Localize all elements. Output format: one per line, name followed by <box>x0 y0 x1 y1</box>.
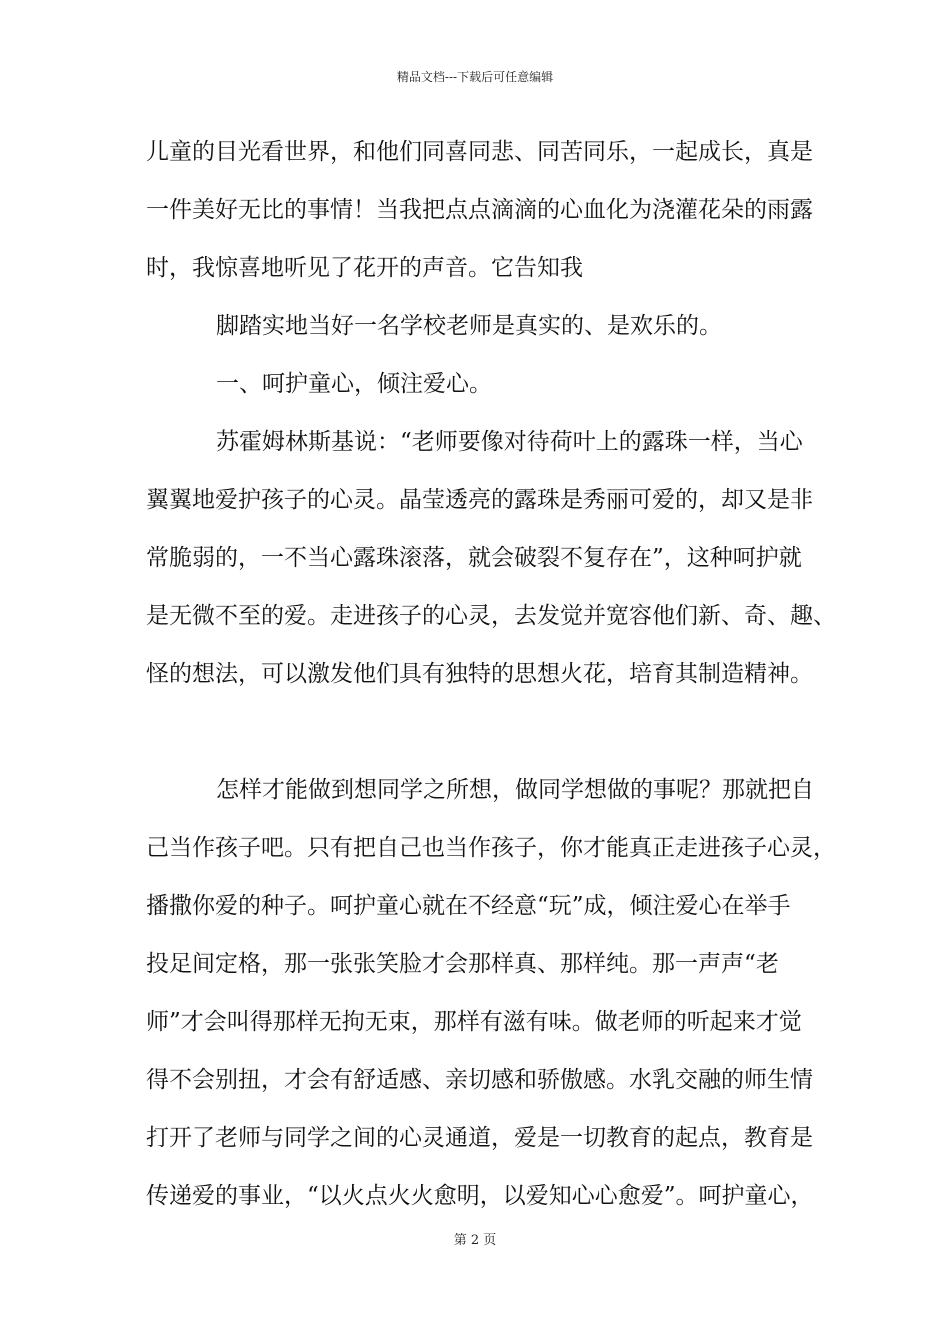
text-line: 时，我惊喜地听见了花开的声音。它告知我 <box>146 255 583 281</box>
text-line: 苏霍姆林斯基说：“老师要像对待荷叶上的露珠一样，当心 <box>216 429 803 455</box>
paragraph-gap <box>146 712 836 770</box>
text-line: 传递爱的事业，“以火点火火愈明，以爱知心心愈爱”。呵护童心， <box>146 1183 814 1209</box>
paragraph <box>146 132 836 306</box>
text-line: 己当作孩子吧。只有把自己也当作孩子，你才能真正走进孩子心灵， <box>146 835 836 861</box>
text-line: 师”才会叫得那样无拘无束，那样有滋有味。做老师的听起来才觉 <box>146 1009 802 1035</box>
section-heading <box>146 364 836 422</box>
page-number: 第 2 页 <box>453 1233 497 1248</box>
text-line: 儿童的目光看世界，和他们同喜同悲、同苦同乐，一起成长，真是 <box>146 139 813 165</box>
text-line: 播撒你爱的种子。呵护童心就在不经意“玩”成，倾注爱心在举手 <box>146 893 791 919</box>
paragraph <box>146 770 836 1234</box>
text-line: 翼翼地爱护孩子的心灵。晶莹透亮的露珠是秀丽可爱的，却又是非 <box>146 487 813 513</box>
text-line: 常脆弱的，一不当心露珠滚落，就会破裂不复存在”，这种呵护就 <box>146 545 802 571</box>
text-line: 投足间定格，那一张张笑脸才会那样真、那样纯。那一声声“老 <box>146 951 779 977</box>
text-line: 是无微不至的爱。走进孩子的心灵，去发觉并宽容他们新、奇、趣、 <box>146 603 836 629</box>
text-line: 一、呵护童心，倾注爱心。 <box>216 371 492 397</box>
text-line: 怎样才能做到想同学之所想，做同学想做的事呢？那就把自 <box>216 777 814 803</box>
paragraph <box>146 306 836 364</box>
text-line: 打开了老师与同学之间的心灵通道，爱是一切教育的起点，教育是 <box>146 1125 813 1151</box>
page-header: 精品文档---下载后可任意编辑 <box>396 70 554 84</box>
paragraph <box>146 422 836 712</box>
text-line: 怪的想法，可以激发他们具有独特的思想火花，培育其制造精神。 <box>146 661 813 687</box>
text-line: 得不会别扭，才会有舒适感、亲切感和骄傲感。水乳交融的师生情 <box>146 1067 813 1093</box>
document-body <box>146 132 836 1234</box>
text-line: 一件美好无比的事情！当我把点点滴滴的心血化为浇灌花朵的雨露 <box>146 197 813 223</box>
text-line: 脚踏实地当好一名学校老师是真实的、是欢乐的。 <box>216 313 722 339</box>
